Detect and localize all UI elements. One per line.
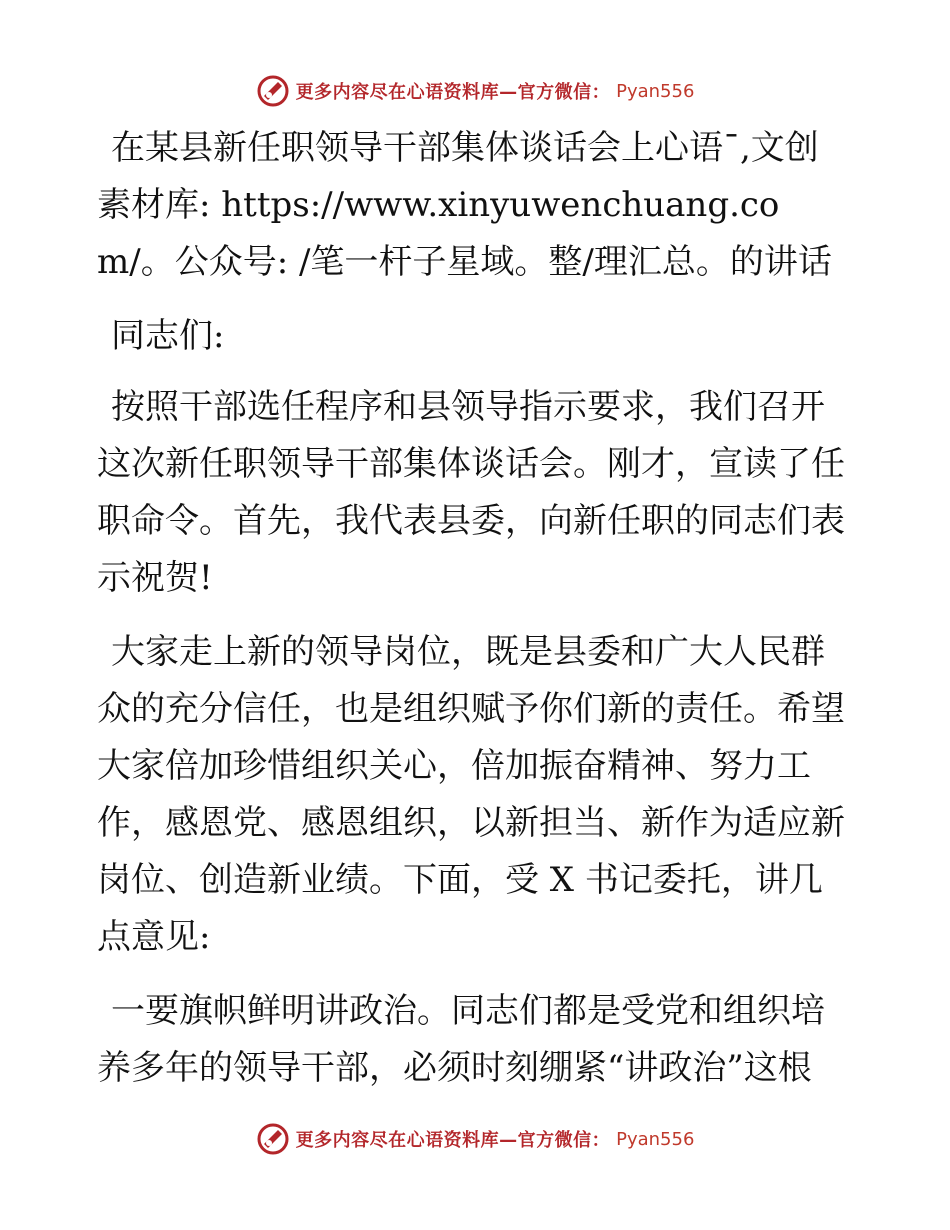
document-title: 在某县新任职领导干部集体谈话会上心语¯,文创素材库: https://www.xinyuwenchuang.com/。公众号: /笔一杆子星域。整/理汇总。的讲话 [97, 128, 832, 282]
logo-icon [256, 1122, 290, 1156]
watermark-wechat-id: Pyan556 [616, 1128, 695, 1150]
document-body [97, 120, 849, 1114]
watermark-wechat-id: Pyan556 [616, 80, 695, 102]
paragraph-1: 按照干部选任程序和县领导指示要求，我们召开这次新任职领导干部集体谈话会。刚才，宣读了任职命令。首先，我代表县委，向新任职的同志们表示祝贺! [97, 387, 845, 598]
paragraph-2: 大家走上新的领导岗位，既是县委和广大人民群众的充分信任，也是组织赋予你们新的责任。希望大家倍加珍惜组织关心，倍加振奋精神、努力工作，感恩党、感恩组织，以新担当、新作为适应新岗位、创造新业绩。下面，受 X 书记委托，讲几点意见: [97, 632, 845, 957]
watermark-banner-top [0, 74, 950, 108]
logo-icon [256, 74, 290, 108]
watermark-text: 更多内容尽在心语资料库—官方微信： [295, 1130, 611, 1151]
greeting: 同志们: [111, 316, 225, 356]
watermark-banner-bottom [0, 1122, 950, 1156]
paragraph-3: 一要旗帜鲜明讲政治。同志们都是受党和组织培养多年的领导干部，必须时刻绷紧“讲政治”这根 [97, 991, 825, 1088]
watermark-text: 更多内容尽在心语资料库—官方微信： [295, 82, 611, 103]
